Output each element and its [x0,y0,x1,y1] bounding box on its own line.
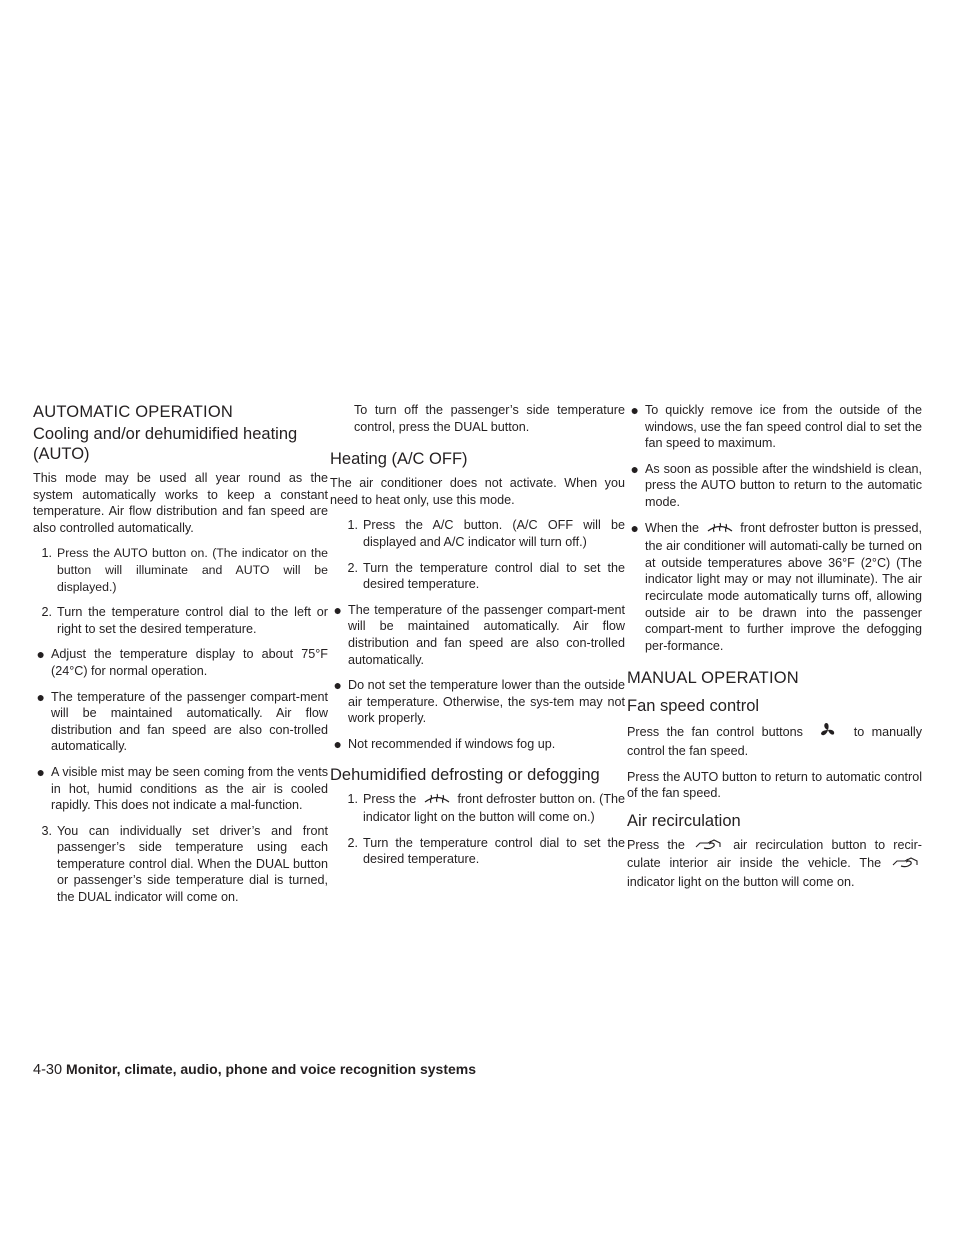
subheading-cooling: Cooling and/or dehumidified heating (AUTO) [33,425,298,463]
list-item [330,517,625,550]
bullet-text: A visible mist may be seen coming from the vents in hot, humid conditions as the air is cooled rapidly. This does not indicate a mal-function. [51,764,328,813]
paragraph-continuation: To turn off the passenger’s side temperature control, press the DUAL button. [354,403,625,434]
bullet-text-start: When the [645,520,700,535]
step-text [363,791,625,826]
list-item [33,764,328,814]
bullet-marker: ● [333,677,342,694]
bullet-text: Do not set the temperature lower than the outside air temperature. Otherwise, the sys-tem may not work properly. [348,678,625,726]
list-item [330,560,625,593]
bullet-marker: ● [630,460,639,477]
front-defroster-icon [422,791,452,810]
paragraph-recirculation [627,837,922,891]
list-item [33,604,328,637]
step-number: 1. [41,546,52,561]
section-heading-manual-operation: MANUAL OPERATION [627,669,799,688]
subheading-heating: Heating (A/C OFF) [330,450,468,469]
bullet-marker: ● [333,601,342,618]
bullet-text: Not recommended if windows fog up. [348,736,556,751]
paragraph-heating-intro: The air conditioner does not activate. When you need to heat only, use this mode. [330,476,625,507]
step-number: 1. [347,518,358,533]
section-heading-automatic-operation: AUTOMATIC OPERATION [33,403,233,421]
step-text: You can individually set driver’s and front passenger’s side temperature using each temperature control dial. When the DUAL button or passenger’s side temperature dial is turned, the DUAL indicator will come on. [57,823,328,905]
page-footer [33,1060,476,1079]
step-number: 2. [347,560,358,575]
bullet-marker: ● [630,519,639,536]
bullet-text-end: front defroster button is pressed, the air conditioner will automati-cally be turned on at outside temperatures above 36°F (2°C) (The indicator light may or may not illuminate). The air recirculate mode automatically turns off, allowing outside air to be drawn into the passenger compart-ment to further improve the defogging per-formance. [645,520,923,653]
list-item [330,736,625,753]
page-number: 4-30 [33,1062,63,1078]
bullet-text: The temperature of the passenger compart-ment will be maintained automatically. Air flow distribution and fan speed are also con-trolled automatically. [348,602,625,667]
front-defroster-icon [705,520,735,539]
step-text: Turn the temperature control dial to the left or right to set the desired temperature. [57,605,328,636]
recirc-text-end: indicator light on the button will come on. [627,874,855,889]
list-item [330,791,625,826]
bullet-marker: ● [36,688,45,705]
fan-icon [820,722,836,743]
bullet-marker: ● [333,735,342,752]
list-item [33,545,328,595]
subheading-fan-speed: Fan speed control [627,697,760,716]
bullet-marker: ● [36,646,45,663]
air-recirculation-icon [694,837,724,856]
paragraph-fan-auto: Press the AUTO button to return to automatic control of the fan speed. [627,769,922,801]
subheading-air-recirculation: Air recirculation [627,811,741,830]
step-number: 2. [347,835,358,850]
subheading-defrost: Dehumidified defrosting or defogging [330,765,600,784]
paragraph-intro: This mode may be used all year round as the system automatically works to keep a constant temperature. Air flow distribution and fan speed are also controlled automatically. [33,471,328,535]
bullet-text: As soon as possible after the windshield is clean, press the AUTO button to return to the automatic mode. [645,461,922,509]
bullet-text: Adjust the temperature display to about 75°F (24°C) for normal operation. [51,647,328,678]
step-text: Press the A/C button. (A/C OFF will be displayed and A/C indicator will turn off.) [363,518,625,549]
list-item [33,646,328,679]
recirc-text-middle: air recirculation button to recir-culate interior air inside the vehicle. The [627,837,922,871]
chapter-title: Monitor, climate, audio, phone and voice recognition systems [66,1061,476,1077]
bullet-text [645,520,922,655]
step-text: Press the AUTO button on. (The indicator on the button will illuminate and AUTO will be displayed.) [57,546,328,594]
list-item [330,677,625,727]
fan-text-start: Press the fan control buttons [627,725,803,740]
step-text: Turn the temperature control dial to set the desired temperature. [363,835,625,867]
bullet-text: To quickly remove ice from the outside of the windows, use the fan speed control dial to set the fan speed to maximum. [645,403,922,451]
fan-text-end: to manually control the fan speed. [627,725,923,758]
step-text: Turn the temperature control dial to set the desired temperature. [363,560,625,592]
list-item [330,602,625,668]
column-2 [330,402,625,877]
step-number: 3. [41,823,52,838]
column-1 [33,402,328,915]
paragraph-fan [627,722,922,759]
list-item [627,402,922,452]
step-number: 2. [41,605,52,620]
step-text-end: front defroster button on. (The indicator light on the button will come on.) [363,791,626,825]
list-item [627,461,922,511]
air-recirculation-icon [891,855,921,874]
bullet-marker: ● [36,763,45,780]
step-text-start: Press the [363,791,417,806]
list-item [627,520,922,655]
bullet-text: The temperature of the passenger compart-ment will be maintained automatically. Air flow distribution and fan speed are also con-trolled automatically. [51,689,328,754]
list-item [33,823,328,906]
column-3 [627,402,922,899]
bullet-marker: ● [630,402,639,418]
list-item [330,835,625,868]
recirc-text-start: Press the [627,837,685,852]
list-item [33,689,328,755]
step-number: 1. [347,791,358,806]
